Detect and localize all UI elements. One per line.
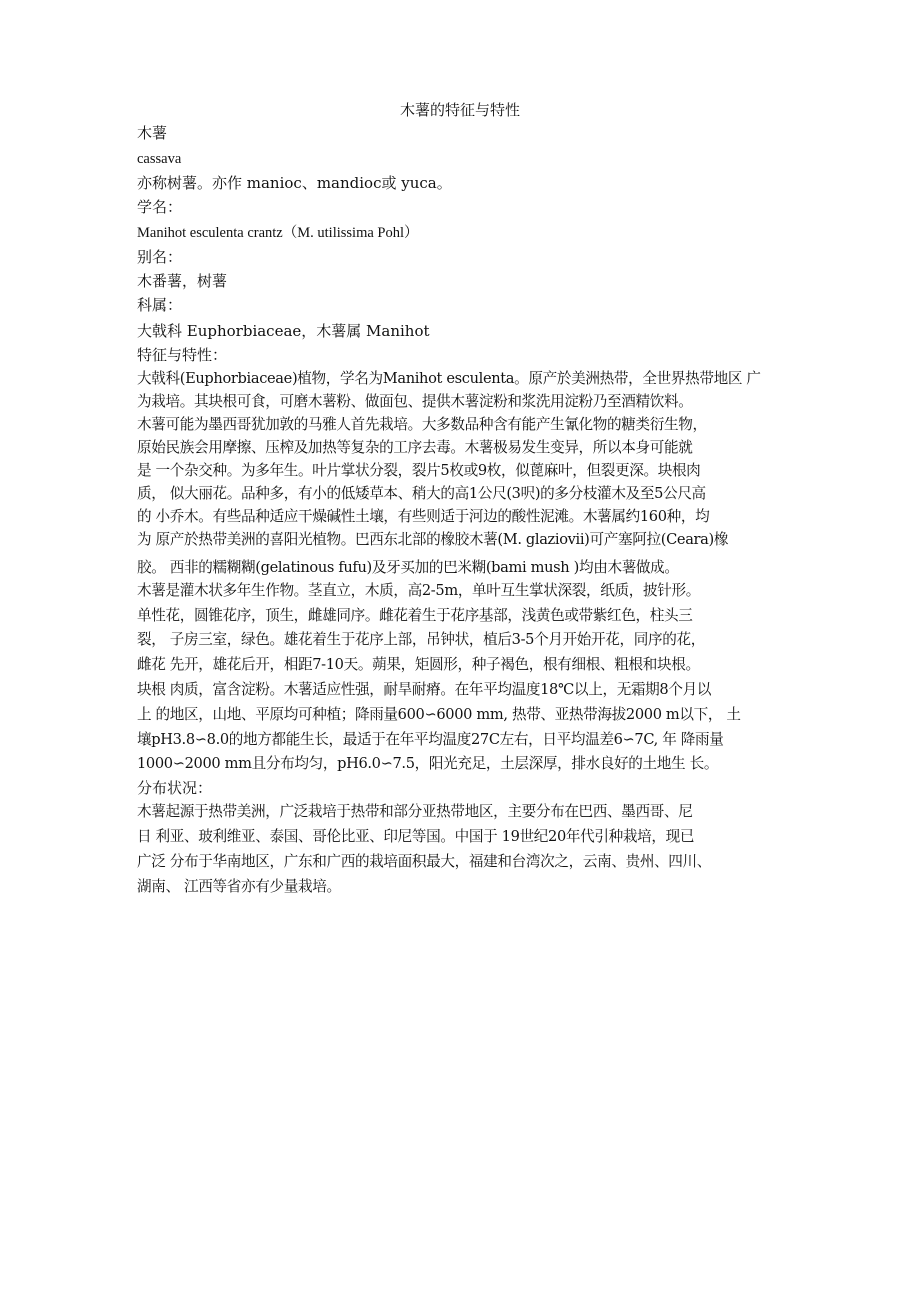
- text-line-common-name: 木薯: [137, 124, 168, 142]
- text-line-english-name: cassava: [137, 151, 182, 167]
- paragraph-line: 1000∽2000 mm且分布均匀，pH6.0∽7.5，阳光充足，土层深厚，排水良好的土地生 长。: [137, 755, 719, 772]
- heading-distribution: 分布状况：: [137, 779, 213, 797]
- text-line-family-genus: 大戟科 Euphorbiaceae，木薯属 Manihot: [137, 322, 430, 340]
- paragraph-line: 质， 似大丽花。品种多，有小的低矮草本、稍大的高1公尺(3呎)的多分枝灌木及至5公尺高: [137, 485, 706, 502]
- heading-other-names: 别名：: [137, 248, 183, 266]
- paragraph-line: 是 一个杂交种。为多年生。叶片掌状分裂，裂片5枚或9枚，似蓖麻叶，但裂更深。块根肉: [137, 462, 701, 479]
- paragraph-line: 日 利亚、玻利维亚、泰国、哥伦比亚、印尼等国。中国于 19世纪20年代引种栽培，现已: [137, 828, 695, 845]
- text-line-aliases: 亦称树薯。亦作 manioc、mandioc或 yuca。: [137, 174, 452, 192]
- heading-features: 特征与特性：: [137, 346, 228, 364]
- paragraph-line: 木薯可能为墨西哥犹加敦的马雅人首先栽培。大多数品种含有能产生氰化物的糖类衍生物，: [137, 416, 707, 433]
- paragraph-line: 木薯起源于热带美洲，广泛栽培于热带和部分亚热带地区，主要分布在巴西、墨西哥、尼: [137, 803, 693, 820]
- heading-family-genus: 科属：: [137, 296, 183, 314]
- paragraph-line: 木薯是灌木状多年生作物。茎直立，木质，高2-5m，单叶互生掌状深裂，纸质，披针形。: [137, 582, 700, 599]
- paragraph-line: 为 原产於热带美洲的喜阳光植物。巴西东北部的橡胶木薯(M. glaziovii)可产塞阿拉(Ceara)橡: [137, 531, 729, 548]
- text-line-scientific-name: Manihot esculenta crantz（M. utilissima Pohl）: [137, 225, 419, 241]
- paragraph-line: 为栽培。其块根可食，可磨木薯粉、做面包、提供木薯淀粉和浆洗用淀粉乃至酒精饮料。: [137, 393, 693, 410]
- paragraph-line: 雌花 先开，雄花后开，相距7-10天。蒴果，矩圆形，种子褐色，根有细根、粗根和块根。: [137, 656, 700, 673]
- paragraph-line: 单性花，圆锥花序，顶生，雌雄同序。雌花着生于花序基部，浅黄色或带紫红色，柱头三: [137, 607, 693, 624]
- paragraph-line: 上 的地区，山地、平原均可种植；降雨量600∽6000 mm, 热带、亚热带海拔2000 m以下， 土: [137, 706, 741, 723]
- paragraph-line: 裂， 子房三室，绿色。雄花着生于花序上部，吊钟状，植后3-5个月开始开花，同序的花，: [137, 631, 706, 648]
- paragraph-line: 壤pH3.8∽8.0的地方都能生长，最适于在年平均温度27C左右，日平均温差6∽7C, 年 降雨量: [137, 731, 724, 748]
- paragraph-line: 胶。 西非的糯糊糊(gelatinous fufu)及牙买加的巴米糊(bami mush )均由木薯做成。: [137, 559, 679, 576]
- paragraph-line: 块根 肉质，富含淀粉。木薯适应性强，耐旱耐瘠。在年平均温度18℃以上，无霜期8个月以: [137, 681, 712, 698]
- document-title: 木薯的特征与特性: [399, 101, 520, 119]
- paragraph-line: 大戟科(Euphorbiaceae)植物，学名为Manihot esculenta。原产於美洲热带，全世界热带地区 广: [137, 370, 761, 387]
- paragraph-line: 广泛 分布于华南地区，广东和广西的栽培面积最大，福建和台湾次之，云南、贵州、四川、: [137, 853, 712, 870]
- paragraph-line: 的 小乔木。有些品种适应干燥碱性土壤，有些则适于河边的酸性泥滩。木薯属约160种，均: [137, 508, 710, 525]
- heading-scientific-name: 学名：: [137, 198, 183, 216]
- paragraph-line: 湖南、 江西等省亦有少量栽培。: [137, 878, 341, 895]
- paragraph-line: 原始民族会用摩擦、压榨及加热等复杂的工序去毒。木薯极易发生变异，所以本身可能就: [137, 439, 693, 456]
- text-line-other-names: 木番薯，树薯: [137, 272, 228, 290]
